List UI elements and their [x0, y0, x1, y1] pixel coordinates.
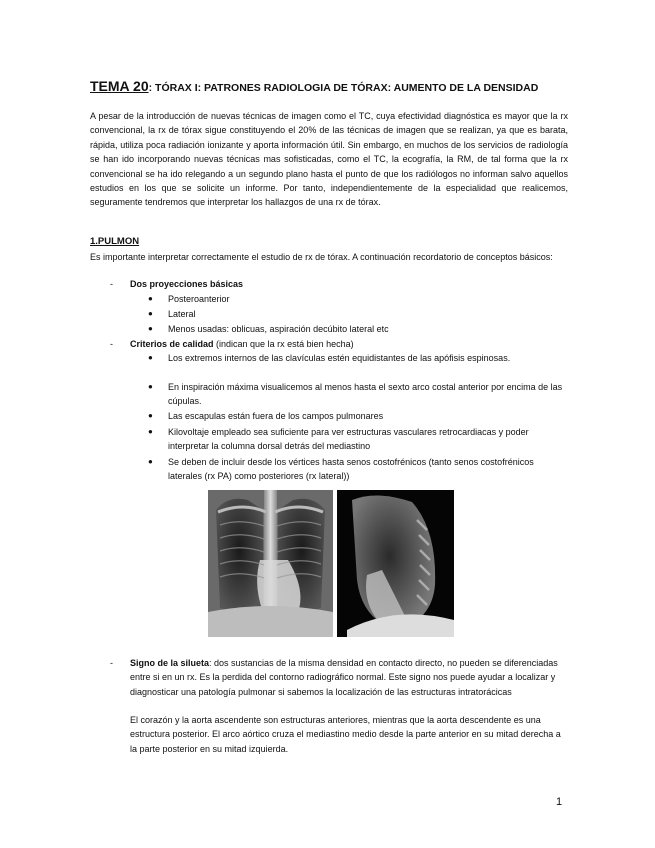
quality-heading-note: (indican que la rx está bien hecha)	[213, 339, 354, 349]
bullet: ●	[148, 427, 153, 436]
page-number: 1	[556, 796, 563, 808]
dash-marker: -	[110, 339, 113, 349]
section-intro: Es importante interpretar correctamente el estudio de rx de tórax. A continuación recordatorio de conceptos básicos:	[90, 252, 553, 262]
bullet: ●	[148, 294, 153, 303]
bullet: ●	[148, 457, 153, 466]
title-text: TÓRAX I: PATRONES RADIOLOGIA DE TÓRAX: AUMENTO DE LA DENSIDAD	[155, 82, 539, 94]
title-number: TEMA 20	[90, 78, 149, 94]
xray-pa-image	[208, 490, 333, 637]
bullet: ●	[148, 411, 153, 420]
silhouette-heading: Signo de la silueta	[130, 658, 210, 668]
xray-lateral-image	[337, 490, 454, 637]
bullet: ●	[148, 382, 153, 391]
dash-marker: -	[110, 279, 113, 289]
projection-item: Menos usadas: oblicuas, aspiración decúbito lateral etc	[168, 324, 389, 334]
quality-item: Se deben de incluir desde los vértices hasta senos costofrénicos (tanto senos costofrénicos laterales (rx PA) como posteriores (rx lateral))	[168, 457, 534, 482]
projection-item: Posteroanterior	[168, 294, 230, 304]
title-colon: :	[148, 82, 153, 94]
section-heading: 1.PULMON	[90, 236, 140, 247]
xray-images	[208, 490, 454, 637]
page-title	[90, 78, 570, 94]
quality-item: Los extremos internos de las clavículas estén equidistantes de las apófisis espinosas.	[168, 353, 511, 363]
dash-marker: -	[110, 658, 113, 668]
projection-item: Lateral	[168, 309, 196, 319]
quality-heading: Criterios de calidad	[130, 339, 214, 349]
bullet: ●	[148, 353, 153, 362]
quality-item: En inspiración máxima visualicemos al menos hasta el sexto arco costal anterior por encima de las cúpulas.	[168, 382, 563, 407]
bullet: ●	[148, 324, 153, 333]
silhouette-text: : dos sustancias de la misma densidad en contacto directo, no pueden se diferenciadas entre si en un rx. Es la perdida del contorno radiográfico normal. Este signo nos puede ayudar a localizar y diagnosticar una patología pulmonar si sabemos la localización de las estructuras intratorácicas	[130, 658, 558, 697]
bullet: ●	[148, 309, 153, 318]
quality-item: Kilovoltaje empleado sea suficiente para ver estructuras vasculares retrocardiacas y poder interpretar la columna dorsal detrás del mediastino	[168, 427, 529, 452]
silhouette-text-2: El corazón y la aorta ascendente son estructuras anteriores, mientras que la aorta descendente es una estructura posterior. El arco aórtico cruza el mediastino medio desde la parte anterior en su mitad derecha a la parte posterior en su mitad izquierda.	[130, 715, 561, 754]
projections-heading: Dos proyecciones básicas	[130, 279, 244, 289]
intro-paragraph: A pesar de la introducción de nuevas técnicas de imagen como el TC, cuya efectividad diagnóstica es mayor que la rx convencional, la rx de tórax sigue constituyendo el 20% de las técnicas de imagen que se realizan, ya que es barata, rápida, utiliza poca radiación ionizante y aporta información útil. Sin embargo, en muchos de los servicios de radiología se han ido incorporando nuevas técnicas mas sofisticadas, como el TC, la ecografía, la RM, de tal forma que la rx convencional se ha ido relegando a un segundo plano hasta el punto de que los radiólogos no informan salvo aquellos estudios en los que se solicite un informe. Por tanto, independientemente de la especialidad que realicemos, seguramente tendremos que interpretar los hallazgos de una rx de tórax.	[90, 111, 568, 208]
quality-item: Las escapulas están fuera de los campos pulmonares	[168, 411, 384, 421]
